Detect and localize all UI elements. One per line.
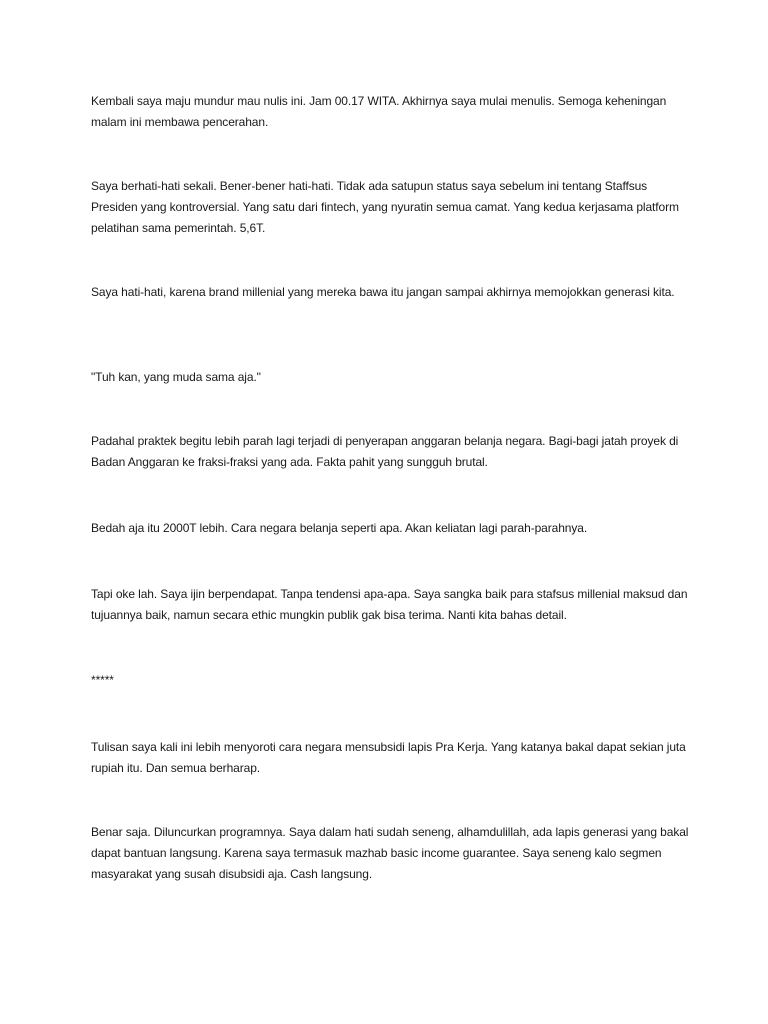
paragraph-5: Padahal praktek begitu lebih parah lagi terjadi di penyerapan anggaran belanja negara. Bagi-bagi jatah proyek di Badan Anggaran ke fraksi-fraksi yang ada. Fakta pahit yang sungguh brutal.: [91, 434, 679, 469]
section-divider: *****: [91, 673, 114, 687]
paragraph-3: Saya hati-hati, karena brand millenial yang mereka bawa itu jangan sampai akhirnya memojokkan generasi kita.: [91, 285, 675, 299]
paragraph-2: Saya berhati-hati sekali. Bener-bener hati-hati. Tidak ada satupun status saya sebelum ini tentang Staffsus Presiden yang kontroversial. Yang satu dari fintech, yang nyuratin semua camat. Yang kedua kerjasama platform pelatihan sama pemerintah. 5,6T.: [91, 179, 679, 235]
paragraph-7: Tapi oke lah. Saya ijin berpendapat. Tanpa tendensi apa-apa. Saya sangka baik para stafsus millenial maksud dan tujuannya baik, namun secara ethic mungkin publik gak bisa terima. Nanti kita bahas detail.: [91, 587, 688, 622]
paragraph-1: Kembali saya maju mundur mau nulis ini. Jam 00.17 WITA. Akhirnya saya mulai menulis. Semoga keheningan malam ini membawa pencerahan.: [91, 94, 667, 129]
paragraph-6: Bedah aja itu 2000T lebih. Cara negara belanja seperti apa. Akan keliatan lagi parah-parahnya.: [91, 521, 588, 535]
paragraph-4: "Tuh kan, yang muda sama aja.": [91, 370, 261, 384]
paragraph-9: Benar saja. Diluncurkan programnya. Saya dalam hati sudah seneng, alhamdulillah, ada lapis generasi yang bakal dapat bantuan langsung. Karena saya termasuk mazhab basic income guarantee. Saya seneng kalo segmen masyarakat yang susah disubsidi aja. Cash langsung.: [91, 825, 689, 881]
paragraph-8: Tulisan saya kali ini lebih menyoroti cara negara mensubsidi lapis Pra Kerja. Yang katanya bakal dapat sekian juta rupiah itu. Dan semua berharap.: [91, 740, 686, 775]
